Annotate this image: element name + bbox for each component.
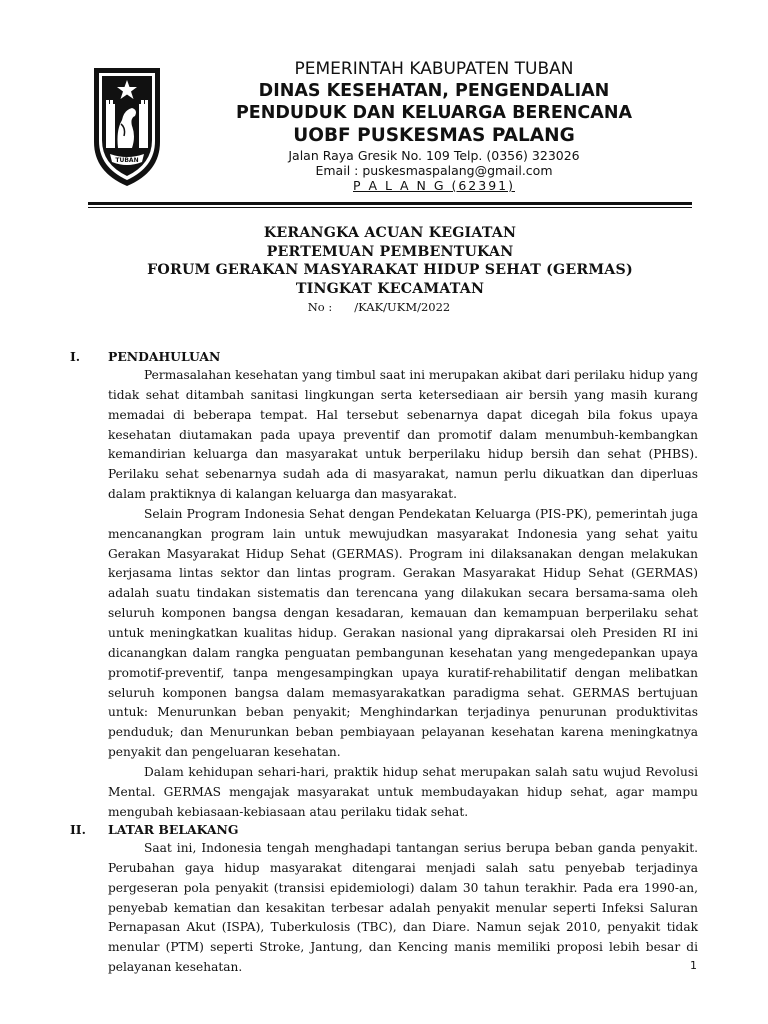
letterhead-rule-thin bbox=[88, 207, 692, 208]
title-line-3: FORUM GERAKAN MASYARAKAT HIDUP SEHAT (GERMAS) bbox=[147, 262, 633, 278]
section-title: PENDAHULUAN bbox=[108, 349, 221, 364]
letterhead-text bbox=[184, 58, 684, 193]
address: Jalan Raya Gresik No. 109 Telp. (0356) 323026 bbox=[288, 148, 580, 163]
document-number-label: No : bbox=[307, 300, 333, 314]
title-line-2: PERTEMUAN PEMBENTUKAN bbox=[266, 243, 514, 260]
tuban-regency-emblem-icon bbox=[88, 64, 166, 190]
agency-name-line1: DINAS KESEHATAN, PENGENDALIAN bbox=[258, 81, 610, 101]
office-name: UOBF PUSKESMAS PALANG bbox=[293, 125, 575, 146]
title-line-1: KERANGKA ACUAN KEGIATAN bbox=[263, 225, 517, 241]
emblem-label: TUBAN bbox=[115, 157, 139, 164]
title-line-4: TINGKAT KECAMATAN bbox=[295, 280, 485, 297]
email: Email : puskesmaspalang@gmail.com bbox=[315, 163, 553, 178]
paragraph: Selain Program Indonesia Sehat dengan Pendekatan Keluarga (PIS-PK), pemerintah juga mencanangkan program lain untuk mewujudkan masyarakat Indonesia yang sehat yaitu Gerakan Masyarakat Hidup Sehat (GERMAS). Program ini dilaksanakan dengan melakukan kerjasama lintas sektor dan lintas program. Gerakan Masyarakat Hidup Sehat (GERMAS) adalah suatu tindakan sistematis dan terencana yang dilakukan secara bersama-sama oleh seluruh komponen bangsa dengan kesadaran, kemauan dan kemampuan berperilaku sehat untuk meningkatkan kualitas hidup. Gerakan nasional yang diprakarsai oleh Presiden RI ini dicanangkan dalam rangka penguatan pembangunan kesehatan yang mengedepankan upaya promotif-preventif, tanpa mengesampingkan upaya kuratif-rehabilitatif dengan melibatkan seluruh komponen bangsa dalam memasyarakatkan paradigma sehat. GERMAS bertujuan untuk: Menurunkan beban penyakit; Menghindarkan terjadinya penurunan produktivitas penduduk; dan Menurunkan beban pembiayaan pelayanan kesehatan karena meningkatnya penyakit dan pengeluaran kesehatan. bbox=[108, 506, 698, 760]
paragraph: Saat ini, Indonesia tengah menghadapi tantangan serius berupa beban ganda penyakit. Perubahan gaya hidup masyarakat ditengarai menjadi salah satu penyebab terjadinya pergeseran pola penyakit (transisi epidemiologi) dalam 30 tahun terakhir. Pada era 1990-an, penyebab kematian dan kesakitan terbesar adalah penyakit menular seperti Infeksi Saluran Pernapasan Akut (ISPA), Tuberkulosis (TBC), dan Diare. Namun sejak 2010, penyakit tidak menular (PTM) seperti Stroke, Jantung, dan Kencing manis memiliki proposi lebih besar di pelayanan kesehatan. bbox=[108, 841, 698, 975]
letterhead bbox=[88, 58, 692, 208]
section-title: LATAR BELAKANG bbox=[108, 822, 239, 837]
document-number bbox=[88, 299, 692, 315]
letterhead-rule-thick bbox=[88, 202, 692, 205]
agency-name-line2: PENDUDUK DAN KELUARGA BERENCANA bbox=[235, 103, 633, 123]
document-number-value: /KAK/UKM/2022 bbox=[354, 300, 451, 314]
section-heading bbox=[70, 348, 698, 366]
government-name: PEMERINTAH KABUPATEN TUBAN bbox=[294, 59, 574, 79]
town-postal: P A L A N G (62391) bbox=[353, 178, 515, 193]
document-title bbox=[88, 224, 692, 315]
paragraph: Dalam kehidupan sehari-hari, praktik hidup sehat merupakan salah satu wujud Revolusi Mental. GERMAS mengajak masyarakat untuk membudayakan hidup sehat, agar mampu mengubah kebiasaan-kebiasaan atau perilaku tidak sehat. bbox=[108, 764, 698, 819]
section-latar-belakang bbox=[70, 821, 698, 978]
section-number: I. bbox=[70, 349, 81, 364]
page-number: 1 bbox=[690, 959, 697, 972]
paragraph: Permasalahan kesehatan yang timbul saat ini merupakan akibat dari perilaku hidup yang tidak sehat ditambah sanitasi lingkungan serta ketersediaan air bersih yang masih kurang memadai di beberapa tempat. Hal tersebut sebenarnya dapat dicegah bila fokus upaya kesehatan diutamakan pada upaya preventif dan promotif dalam menumbuh-kembangkan kemandirian keluarga dan masyarakat untuk berperilaku hidup bersih dan sehat (PHBS). Perilaku sehat sebenarnya sudah ada di masyarakat, namun perlu dikuatkan dan diperluas dalam praktiknya di kalangan keluarga dan masyarakat. bbox=[108, 368, 698, 502]
section-heading bbox=[70, 821, 698, 839]
section-number: II. bbox=[70, 822, 86, 837]
section-pendahuluan bbox=[70, 348, 698, 822]
